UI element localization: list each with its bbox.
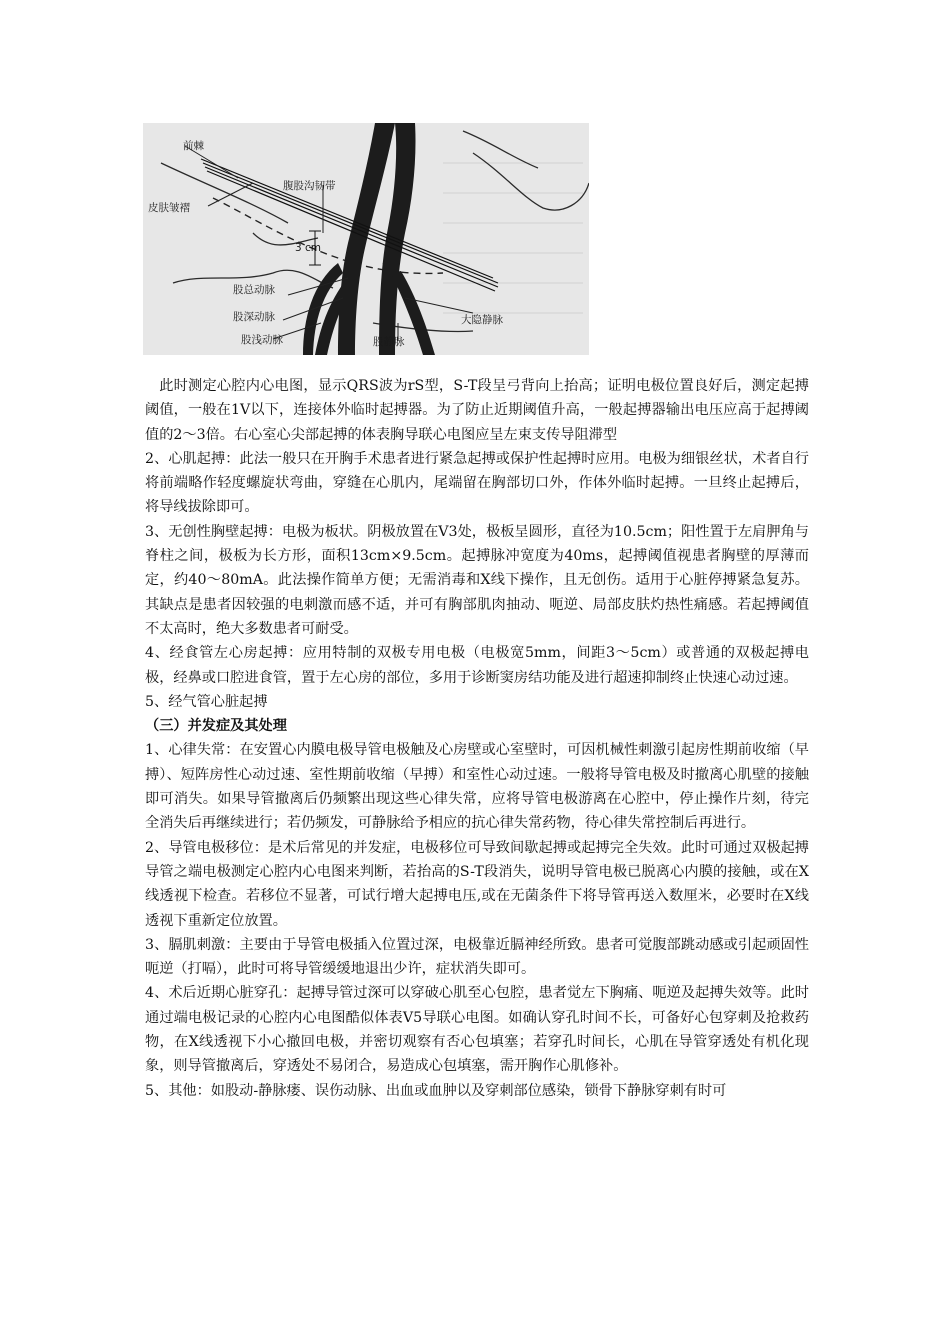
paragraph-electrode-displacement: 2、导管电极移位：是术后常见的并发症，电极移位可导致间歇起搏或起搏完全失效。此时可通过双极起搏导管之端电极测定心腔内心电图来判断，若抬高的S-T段消失，说明导管电极已脱离心内膜的接触，或在X线透视下检查。若移位不显著，可试行增大起搏电压,或在无菌条件下将导管再送入数厘米，必要时在X线透视下重新定位放置。	[145, 839, 809, 929]
label-superficial-femoral-artery: 股浅动脉	[241, 334, 283, 346]
paragraph-tracheal-pacing: 5、经气管心脏起搏	[145, 693, 268, 710]
document-body	[145, 374, 809, 1103]
paragraph-cardiac-perforation: 4、术后近期心脏穿孔：起搏导管过深可以穿破心肌至心包腔，患者觉左下胸痛、呃逆及起搏失效等。此时通过端电极记录的心腔内心电图酷似体表V5导联心电图。如确认穿孔时间不长，可备好心包穿刺及抢救药物，在X线透视下小心撤回电极，并密切观察有否心包填塞；若穿孔时间长，心肌在导管穿透处有机化现象，则导管撤离后，穿透处不易闭合，易造成心包填塞，需开胸作心肌修补。	[145, 985, 809, 1075]
label-common-femoral-artery: 股总动脉	[233, 284, 275, 296]
label-great-saphenous-vein: 大隐静脉	[461, 314, 503, 326]
label-inguinal-ligament: 腹股沟韧带	[283, 180, 336, 192]
paragraph-other-complications: 5、其他：如股动-静脉瘘、误伤动脉、出血或血肿以及穿刺部位感染，锁骨下静脉穿刺有时可	[145, 1082, 727, 1099]
paragraph-noninvasive-chest-pacing: 3、无创性胸壁起搏：电极为板状。阴极放置在V3处，极板呈圆形，直径为10.5cm；阳性置于左肩胛角与脊柱之间，极板为长方形，面积13cm×9.5cm。起搏脉冲宽度为40ms，起搏阈值视患者胸壁的厚薄而定，约40～80mA。此法操作简单方便；无需消毒和X线下操作，且无创伤。适用于心脏停搏紧急复苏。其缺点是患者因较强的电刺激而感不适，并可有胸部肌肉抽动、呃逆、局部皮肤灼热性痛感。若起搏阈值不太高时，绝大多数患者可耐受。	[145, 523, 809, 637]
label-deep-femoral-artery: 股深动脉	[233, 311, 275, 323]
paragraph-myocardial-pacing: 2、心肌起搏：此法一般只在开胸手术患者进行紧急起搏或保护性起搏时应用。电极为细银丝状，术者自行将前端略作轻度螺旋状弯曲，穿缝在心肌内，尾端留在胸部切口外，作体外临时起搏。一旦终止起搏后，将导线拔除即可。	[145, 450, 809, 516]
femoral-anatomy-figure	[143, 123, 589, 355]
femoral-anatomy-drawing	[143, 123, 589, 355]
paragraph-intracardiac-ecg: 此时测定心腔内心电图，显示QRS波为rS型，S-T段呈弓背向上抬高；证明电极位置良好后，测定起搏阈值，一般在1V以下，连接体外临时起搏器。为了防止近期阈值升高，一般起搏器输出电压应高于起搏阈值的2～3倍。右心室心尖部起搏的体表胸导联心电图应呈左束支传导阻滞型	[145, 378, 809, 443]
section-heading-complications: （三）并发症及其处理	[145, 718, 287, 735]
paragraph-arrhythmia: 1、心律失常：在安置心内膜电极导管电极触及心房壁或心室壁时，可因机械性刺激引起房性期前收缩（早搏）、短阵房性心动过速、室性期前收缩（早搏）和室性心动过速。一般将导管电极及时撤离心肌壁的接触即可消失。如果导管撤离后仍频繁出现这些心律失常，应将导管电极游离在心腔中，停止操作片刻，待完全消失后再继续进行；若仍频发，可静脉给予相应的抗心律失常药物，待心律失常控制后再进行。	[145, 742, 809, 832]
paragraph-esophageal-pacing: 4、经食管左心房起搏：应用特制的双极专用电极（电极宽5mm，间距3～5cm）或普通的双极起搏电极，经鼻或口腔进食管，置于左心房的部位，多用于诊断窦房结功能及进行超速抑制终止快速心动过速。	[145, 645, 809, 686]
paragraph-diaphragm-stimulation: 3、膈肌刺激：主要由于导管电极插入位置过深，电极靠近膈神经所致。患者可觉腹部跳动感或引起顽固性呃逆（打嗝），此时可将导管缓缓地退出少许，症状消失即可。	[145, 936, 809, 978]
label-femoral-vein: 股静脉	[373, 336, 405, 348]
label-anterior-spine: 前棘	[183, 140, 204, 152]
label-3cm: 3 cm	[295, 242, 322, 254]
label-skin-fold: 皮肤皱褶	[148, 202, 190, 214]
